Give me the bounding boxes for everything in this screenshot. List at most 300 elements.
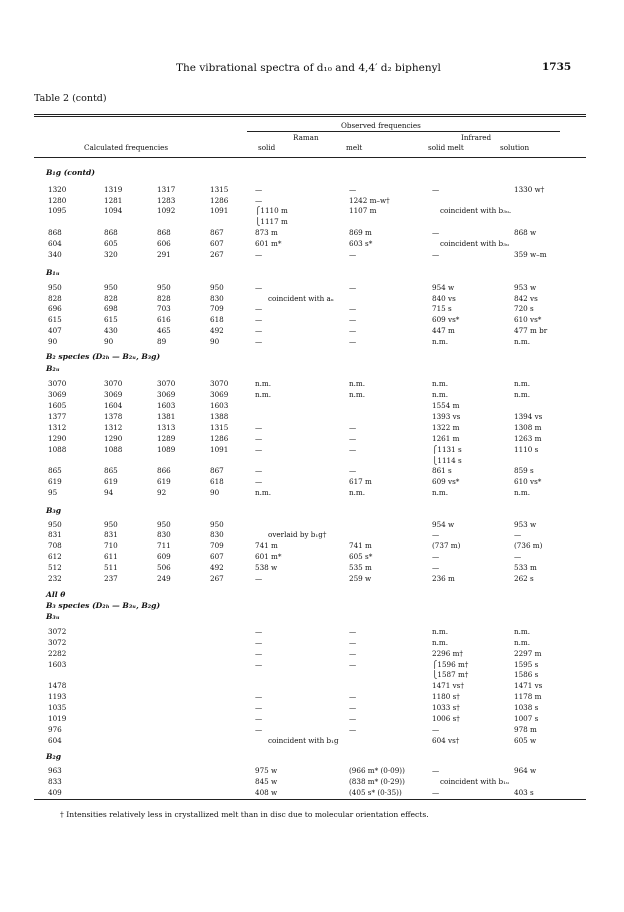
calc-col2-cell: 950 (104, 520, 118, 529)
ir-solution-cell: 403 s (514, 788, 534, 797)
calc-col1-cell: 1290 (48, 434, 67, 443)
ir-solid-melt-cell: n.m. (432, 337, 449, 346)
calc-col3-cell: 3070 (157, 379, 176, 388)
table-row (0, 788, 624, 798)
calc-col4-cell: 709 (210, 304, 224, 313)
calc-col2-cell: 1604 (104, 401, 123, 410)
calc-col1-cell: 865 (48, 466, 62, 475)
raman-melt-cell: — (349, 315, 357, 324)
ir-solution-cell: 720 s (514, 304, 534, 313)
calc-col1-cell: 1377 (48, 412, 67, 421)
calc-col2-cell: 3070 (104, 379, 123, 388)
raman-solid-cell: — (255, 250, 263, 259)
ir-solution-cell: n.m. (514, 379, 531, 388)
calc-col2-cell: 237 (104, 574, 118, 583)
table-row (0, 206, 624, 216)
ir-solution-cell: 1178 m (514, 692, 542, 701)
ir-solid-melt-cell: 1322 m (432, 423, 460, 432)
table-row (0, 196, 624, 206)
raman-solid-cell: n.m. (255, 379, 272, 388)
calc-col1-cell: 1193 (48, 692, 67, 701)
table-row (0, 692, 624, 702)
raman-solid-cell: 873 m (255, 228, 278, 237)
raman-melt-cell: 259 w (349, 574, 372, 583)
calc-col4-cell: 1091 (210, 206, 229, 215)
table-row (0, 777, 624, 787)
table-row (0, 488, 624, 498)
calc-col3-cell: 711 (157, 541, 171, 550)
table-row (0, 574, 624, 584)
raman-melt-cell: 603 s* (349, 239, 373, 248)
table-row (0, 337, 624, 347)
calc-col1-cell: 1312 (48, 423, 67, 432)
calc-col2-cell: 1094 (104, 206, 123, 215)
calc-col2-cell: 1312 (104, 423, 123, 432)
section-label: B₁g (contd) (46, 168, 95, 177)
ir-solid-melt-cell: — (432, 788, 440, 797)
table-row (0, 703, 624, 713)
raman-melt-cell: — (349, 283, 357, 292)
table-row (0, 456, 624, 466)
calc-col4-cell: 492 (210, 563, 224, 572)
calc-col3-cell: 291 (157, 250, 171, 259)
calc-col1-cell: 950 (48, 283, 62, 292)
raman-melt-cell: n.m. (349, 488, 366, 497)
raman-solid-cell: — (255, 304, 263, 313)
calc-col4-cell: 950 (210, 283, 224, 292)
table-row (0, 660, 624, 670)
table-row (0, 250, 624, 260)
ir-solid-melt-cell: ⎧1596 m† (432, 660, 469, 669)
ir-solution-cell: n.m. (514, 390, 531, 399)
calc-col1-cell: 407 (48, 326, 62, 335)
calc-col4-cell: 90 (210, 337, 220, 346)
calc-col1-cell: 604 (48, 736, 62, 745)
calc-col1-cell: 2282 (48, 649, 67, 658)
calc-col4-cell: 1286 (210, 196, 229, 205)
raman-solid-cell: — (255, 714, 263, 723)
raman-solid-cell: ⎧1110 m (255, 206, 288, 215)
raman-solid-cell: — (255, 185, 263, 194)
table-row (0, 714, 624, 724)
table-row (0, 736, 624, 746)
table-top-rule-double (34, 116, 586, 117)
calc-col2-cell: 865 (104, 466, 118, 475)
calc-col1-cell: 828 (48, 294, 62, 303)
raman-solid-cell: — (255, 434, 263, 443)
ir-solution-cell: 1308 m (514, 423, 542, 432)
calc-col3-cell: 1089 (157, 445, 176, 454)
table-row (0, 294, 624, 304)
ir-solid-melt-cell: n.m. (432, 638, 449, 647)
ir-solution-cell: 1586 s (514, 670, 539, 679)
raman-solid-cell: 601 m* (255, 552, 282, 561)
raman-melt-cell: — (349, 304, 357, 313)
ir-solution-cell: 868 w (514, 228, 537, 237)
calc-col4-cell: 830 (210, 530, 224, 539)
calc-col3-cell: 950 (157, 520, 171, 529)
ir-solution-cell: 262 s (514, 574, 534, 583)
raman-solid-cell: — (255, 627, 263, 636)
ir-solid-melt-cell: n.m. (432, 627, 449, 636)
table-row (0, 326, 624, 336)
raman-melt-cell: — (349, 714, 357, 723)
calc-col2-cell: 430 (104, 326, 118, 335)
calc-col4-cell: 492 (210, 326, 224, 335)
raman-melt-cell: — (349, 423, 357, 432)
ir-solid-melt-cell: 715 s (432, 304, 452, 313)
calc-col4-cell: 618 (210, 477, 224, 486)
ir-solid-melt-cell: — (432, 228, 440, 237)
calc-col1-cell: 976 (48, 725, 62, 734)
calc-col3-cell: 506 (157, 563, 171, 572)
table-row (0, 304, 624, 314)
ir-solid-melt-cell: 954 w (432, 520, 455, 529)
calc-col3-cell: 1603 (157, 401, 176, 410)
header-raman: Raman (293, 133, 319, 142)
calc-col2-cell: 605 (104, 239, 118, 248)
ir-solid-melt-cell: 954 w (432, 283, 455, 292)
table-row (0, 315, 624, 325)
ir-solution-cell: 1595 s (514, 660, 539, 669)
calc-col1-cell: 232 (48, 574, 62, 583)
table-row (0, 477, 624, 487)
ir-solid-melt-cell: 861 s (432, 466, 452, 475)
ir-solid-melt-cell: — (432, 563, 440, 572)
section-label: B₃g (46, 506, 62, 515)
table-row (0, 390, 624, 400)
calc-col2-cell: 320 (104, 250, 118, 259)
section-label: B₃ species (D₂ₕ — B₃ᵤ, B₂g) (46, 601, 161, 610)
calc-col2-cell: 94 (104, 488, 114, 497)
table-bottom-rule (34, 799, 586, 800)
raman-melt-cell: (966 m* (0·09)) (349, 766, 405, 775)
table-row (0, 379, 624, 389)
table-row (0, 627, 624, 637)
raman-melt-cell: — (349, 692, 357, 701)
calc-col3-cell: 1289 (157, 434, 176, 443)
calc-col3-cell: 1381 (157, 412, 176, 421)
calc-col2-cell: 828 (104, 294, 118, 303)
page-number: 1735 (542, 61, 572, 73)
ir-solid-melt-cell: 236 m (432, 574, 455, 583)
calc-col1-cell: 831 (48, 530, 62, 539)
calc-col3-cell: 830 (157, 530, 171, 539)
raman-solid-cell: — (255, 660, 263, 669)
raman-solid-cell: ⎩1117 m (255, 217, 288, 226)
raman-melt-cell: — (349, 725, 357, 734)
raman-solid-cell: — (255, 315, 263, 324)
table-row (0, 766, 624, 776)
raman-solid-cell: — (255, 283, 263, 292)
raman-solid-cell: — (255, 649, 263, 658)
table-row (0, 466, 624, 476)
raman-spanning-note: coincident with aᵤ (268, 294, 334, 303)
table-row (0, 217, 624, 227)
ir-solid-melt-cell: — (432, 250, 440, 259)
ir-solid-melt-cell: 1180 s† (432, 692, 460, 701)
calc-col1-cell: 950 (48, 520, 62, 529)
table-caption: Table 2 (contd) (34, 93, 107, 104)
table-row (0, 638, 624, 648)
raman-melt-cell: n.m. (349, 379, 366, 388)
calc-col2-cell: 3069 (104, 390, 123, 399)
ir-solution-cell: 842 vs (514, 294, 538, 303)
ir-solution-cell: n.m. (514, 627, 531, 636)
table-row (0, 445, 624, 455)
calc-col2-cell: 619 (104, 477, 118, 486)
ir-solution-cell: — (514, 552, 522, 561)
ir-solid-melt-cell: — (432, 552, 440, 561)
raman-solid-cell: 601 m* (255, 239, 282, 248)
table-row (0, 401, 624, 411)
calc-col2-cell: 950 (104, 283, 118, 292)
raman-solid-cell: — (255, 196, 263, 205)
calc-col1-cell: 619 (48, 477, 62, 486)
calc-col1-cell: 1095 (48, 206, 67, 215)
ir-solution-cell: 610 vs* (514, 315, 542, 324)
raman-melt-cell: — (349, 185, 357, 194)
header-observed: Observed frequencies (341, 121, 421, 130)
table-footnote: † Intensities relatively less in crystallized melt than in disc due to molecular orientation effects. (60, 810, 429, 819)
calc-col1-cell: 1605 (48, 401, 67, 410)
calc-col4-cell: 607 (210, 239, 224, 248)
calc-col4-cell: 1603 (210, 401, 229, 410)
calc-col3-cell: 1317 (157, 185, 176, 194)
section-label: B₁ᵤ (46, 268, 60, 277)
table-row (0, 228, 624, 238)
raman-melt-cell: — (349, 703, 357, 712)
raman-melt-cell: — (349, 638, 357, 647)
ir-solution-cell: 2297 m (514, 649, 542, 658)
calc-col1-cell: 696 (48, 304, 62, 313)
ir-solid-melt-cell: (737 m) (432, 541, 461, 550)
ir-solution-cell: 1330 w† (514, 185, 545, 194)
calc-col3-cell: 866 (157, 466, 171, 475)
calc-col3-cell: 249 (157, 574, 171, 583)
ir-solution-cell: 1263 m (514, 434, 542, 443)
calc-col4-cell: 1286 (210, 434, 229, 443)
calc-col4-cell: 1388 (210, 412, 229, 421)
raman-solid-cell: 741 m (255, 541, 278, 550)
raman-melt-cell: 741 m (349, 541, 372, 550)
ir-solid-melt-cell: n.m. (432, 390, 449, 399)
table-top-rule (34, 114, 586, 115)
section-label: B₂g (46, 752, 62, 761)
calc-col2-cell: 831 (104, 530, 118, 539)
ir-solution-cell: 953 w (514, 283, 537, 292)
calc-col3-cell: 703 (157, 304, 171, 313)
ir-solution-cell: 605 w (514, 736, 537, 745)
raman-solid-cell: 408 w (255, 788, 278, 797)
header-solid: solid (258, 143, 276, 152)
ir-solid-melt-cell: 2296 m† (432, 649, 463, 658)
calc-col3-cell: 619 (157, 477, 171, 486)
calc-col2-cell: 90 (104, 337, 114, 346)
table-row (0, 670, 624, 680)
calc-col2-cell: 1088 (104, 445, 123, 454)
table-row (0, 412, 624, 422)
calc-col2-cell: 1319 (104, 185, 123, 194)
raman-melt-cell: — (349, 337, 357, 346)
ir-solid-melt-cell: 1261 m (432, 434, 460, 443)
calc-col4-cell: 1315 (210, 185, 229, 194)
ir-solid-melt-cell: n.m. (432, 488, 449, 497)
calc-col2-cell: 511 (104, 563, 118, 572)
raman-melt-cell: — (349, 326, 357, 335)
ir-solution-cell: 859 s (514, 466, 534, 475)
ir-solid-melt-cell: 1393 vs (432, 412, 461, 421)
ir-solid-melt-cell: 447 m (432, 326, 455, 335)
calc-col3-cell: 465 (157, 326, 171, 335)
raman-melt-cell: — (349, 434, 357, 443)
raman-solid-cell: — (255, 703, 263, 712)
calc-col4-cell: 3069 (210, 390, 229, 399)
calc-col2-cell: 615 (104, 315, 118, 324)
calc-col1-cell: 604 (48, 239, 62, 248)
calc-col3-cell: 3069 (157, 390, 176, 399)
header-bottom-rule (34, 157, 586, 158)
calc-col3-cell: 616 (157, 315, 171, 324)
ir-solid-melt-cell: ⎧1131 s (432, 445, 462, 454)
ir-solution-cell: 964 w (514, 766, 537, 775)
table-row (0, 434, 624, 444)
ir-solution-cell: 1038 s (514, 703, 539, 712)
raman-melt-cell: 535 m (349, 563, 372, 572)
ir-solid-melt-cell: ⎩1114 s (432, 456, 462, 465)
raman-solid-cell: 538 w (255, 563, 278, 572)
calc-col1-cell: 95 (48, 488, 58, 497)
ir-solution-cell: n.m. (514, 488, 531, 497)
ir-solution-cell: 533 m (514, 563, 537, 572)
raman-melt-cell: (838 m* (0·29)) (349, 777, 405, 786)
calc-col1-cell: 3072 (48, 638, 67, 647)
calc-col1-cell: 612 (48, 552, 62, 561)
calc-col1-cell: 963 (48, 766, 62, 775)
section-label: B₂ᵤ (46, 364, 60, 373)
calc-col1-cell: 708 (48, 541, 62, 550)
raman-solid-cell: 975 w (255, 766, 278, 775)
calc-col4-cell: 1315 (210, 423, 229, 432)
ir-solution-cell: (736 m) (514, 541, 543, 550)
ir-solution-cell: 359 w–m (514, 250, 547, 259)
raman-solid-cell: — (255, 326, 263, 335)
table-row (0, 541, 624, 551)
calc-col2-cell: 1290 (104, 434, 123, 443)
calc-col3-cell: 92 (157, 488, 167, 497)
calc-col1-cell: 3072 (48, 627, 67, 636)
calc-col4-cell: 867 (210, 466, 224, 475)
raman-melt-cell: 605 s* (349, 552, 373, 561)
raman-solid-cell: — (255, 638, 263, 647)
raman-solid-cell: — (255, 423, 263, 432)
calc-col4-cell: 3070 (210, 379, 229, 388)
calc-col4-cell: 607 (210, 552, 224, 561)
calc-col2-cell: 710 (104, 541, 118, 550)
raman-solid-cell: — (255, 692, 263, 701)
ir-spanning-note: coincident with b₃ᵤ (440, 239, 509, 248)
calc-col1-cell: 1603 (48, 660, 67, 669)
raman-solid-cell: — (255, 477, 263, 486)
raman-solid-cell: — (255, 445, 263, 454)
calc-col1-cell: 1320 (48, 185, 67, 194)
ir-solution-cell: 1394 vs (514, 412, 543, 421)
raman-solid-cell: — (255, 337, 263, 346)
table-row (0, 563, 624, 573)
ir-solid-melt-cell: 840 vs (432, 294, 456, 303)
ir-solid-melt-cell: n.m. (432, 379, 449, 388)
ir-solid-melt-cell: 1471 vs† (432, 681, 464, 690)
calc-col4-cell: 867 (210, 228, 224, 237)
calc-col4-cell: 950 (210, 520, 224, 529)
ir-spanning-note: coincident with b₁ᵤ (440, 777, 509, 786)
calc-col3-cell: 609 (157, 552, 171, 561)
raman-solid-cell: — (255, 574, 263, 583)
header-calculated: Calculated frequencies (84, 143, 169, 152)
section-label: B₃ᵤ (46, 612, 60, 621)
raman-spanning-note: coincident with b₁g (268, 736, 339, 745)
calc-col4-cell: 90 (210, 488, 220, 497)
raman-solid-cell: — (255, 466, 263, 475)
ir-solid-melt-cell: — (432, 185, 440, 194)
raman-melt-cell: 1107 m (349, 206, 377, 215)
ir-solution-cell: 1110 s (514, 445, 539, 454)
calc-col1-cell: 3070 (48, 379, 67, 388)
calc-col1-cell: 1035 (48, 703, 67, 712)
calc-col1-cell: 3069 (48, 390, 67, 399)
calc-col1-cell: 90 (48, 337, 58, 346)
calc-col4-cell: 618 (210, 315, 224, 324)
calc-col3-cell: 1092 (157, 206, 176, 215)
ir-solid-melt-cell: 1554 m (432, 401, 460, 410)
table-row (0, 283, 624, 293)
calc-col3-cell: 89 (157, 337, 167, 346)
calc-col2-cell: 611 (104, 552, 118, 561)
ir-solid-melt-cell: — (432, 725, 440, 734)
calc-col1-cell: 868 (48, 228, 62, 237)
calc-col4-cell: 267 (210, 250, 224, 259)
ir-solution-cell: n.m. (514, 337, 531, 346)
ir-solid-melt-cell: — (432, 766, 440, 775)
calc-col2-cell: 698 (104, 304, 118, 313)
ir-solution-cell: 1007 s (514, 714, 539, 723)
calc-col3-cell: 606 (157, 239, 171, 248)
calc-col1-cell: 1088 (48, 445, 67, 454)
calc-col4-cell: 709 (210, 541, 224, 550)
running-title: The vibrational spectra of d₁₀ and 4,4′ d₂ biphenyl (176, 62, 441, 74)
raman-melt-cell: — (349, 660, 357, 669)
raman-melt-cell: 869 m (349, 228, 372, 237)
ir-solid-melt-cell: 609 vs* (432, 315, 460, 324)
calc-col1-cell: 1280 (48, 196, 67, 205)
header-solid-melt: solid melt (428, 143, 464, 152)
calc-col1-cell: 833 (48, 777, 62, 786)
ir-solution-cell: 477 m br (514, 326, 548, 335)
calc-col4-cell: 830 (210, 294, 224, 303)
calc-col1-cell: 340 (48, 250, 62, 259)
calc-col2-cell: 868 (104, 228, 118, 237)
table-row (0, 185, 624, 195)
calc-col3-cell: 828 (157, 294, 171, 303)
raman-melt-cell: (405 s* (0·35)) (349, 788, 402, 797)
observed-rule (247, 131, 560, 132)
calc-col4-cell: 267 (210, 574, 224, 583)
table-row (0, 530, 624, 540)
calc-col1-cell: 1478 (48, 681, 67, 690)
table-row (0, 552, 624, 562)
table-row (0, 520, 624, 530)
ir-solution-cell: 953 w (514, 520, 537, 529)
